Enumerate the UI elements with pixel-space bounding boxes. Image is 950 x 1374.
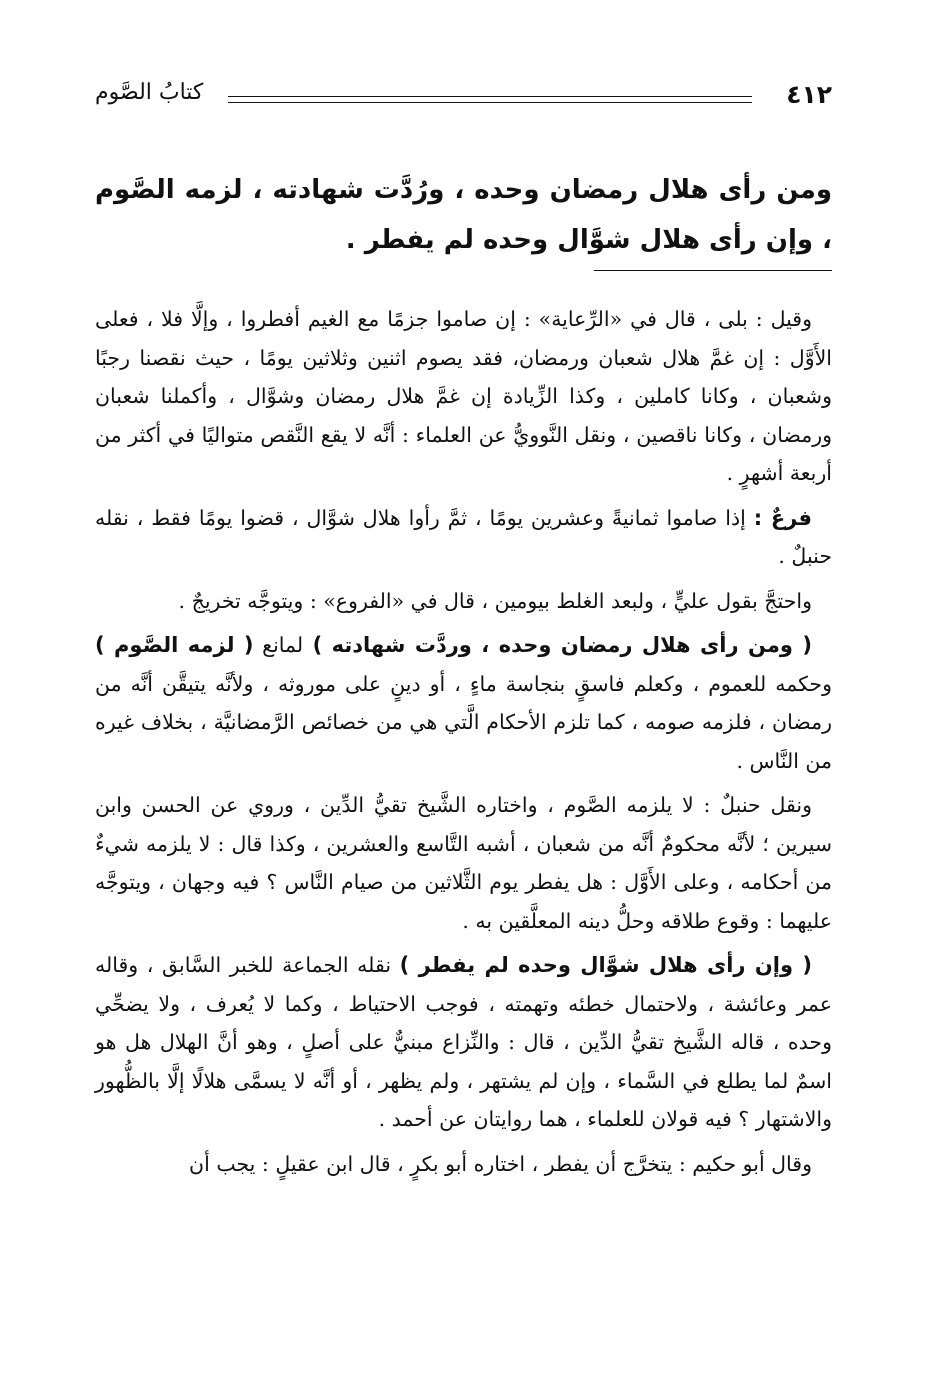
- book-title: كتابُ الصَّوم: [95, 80, 204, 105]
- commentary-paragraph: وقيل : بلى ، قال في «الرِّعاية» : إن صاموا جزمًا مع الغيم أفطروا ، وإلَّا فلا ، فعلى الأَوَّل : إن غمَّ هلال شعبان ورمضان، فقد يصوم اثنين وثلاثين يومًا ، حيث نقصنا رجبًا وشعبان ، وكانا كاملين ، وكذا الزِّيادة إن غمَّ هلال رمضان وشوَّال ، وأكملنا شعبان ورمضان ، وكانا ناقصين ، ونقل النَّوويُّ عن العلماء : أنَّه لا يقع النَّقص متواليًا في أكثر من أربعة أشهرٍ .: [95, 307, 832, 485]
- page-header: [95, 78, 832, 118]
- commentary-paragraph: [95, 946, 832, 1139]
- paragraph-text: إذا صاموا ثمانيةً وعشرين يومًا ، ثمَّ رأوا هلال شوَّال ، قضوا يومًا فقط ، نقله حنبلٌ .: [95, 505, 832, 568]
- quoted-matn: ( لزمه الصَّوم ): [95, 633, 254, 657]
- commentary-paragraph: [95, 499, 832, 576]
- commentary-paragraph: [95, 626, 832, 780]
- commentary-paragraph: واحتجَّ بقول عليٍّ ، ولبعد الغلط بيومين ، قال في «الفروع» : ويتوجَّه تخريجٌ .: [178, 588, 812, 613]
- quoted-matn: ( ومن رأى هلال رمضان وحده ، وردَّت شهادته ): [303, 633, 813, 657]
- commentary: [95, 300, 832, 1189]
- quoted-matn: ( وإن رأى هلال شوَّال وحده لم يفطر ): [399, 953, 812, 977]
- commentary-paragraph: ونقل حنبلٌ : لا يلزمه الصَّوم ، واختاره الشَّيخ تقيُّ الدِّين ، وروي عن الحسن وابن سيرين ؛ لأنَّه محكومٌ أنَّه من شعبان ، أشبه التَّاسع والعشرين ، وكذا قال : لا يلزمه شيءٌ من أحكامه ، وعلى الأَوَّل : هل يفطر يوم الثَّلاثين من صيام النَّاس ؟ فيه وجهان ، ويتوجَّه عليهما : وقوع طلاقه وحلُّ دينه المعلَّقين به .: [95, 793, 832, 933]
- paragraph-text: وحكمه للعموم ، وكعلم فاسقٍ بنجاسة ماءٍ ، أو دينٍ على موروثه ، ولأنَّه يتيقَّن أنَّه من رمضان ، فلزمه صومه ، كما تلزم الأحكام الَّتي هي من خصائص الرَّمضانيَّة ، بخلاف غيره من النَّاس .: [95, 671, 832, 773]
- commentary-paragraph: وقال أبو حكيم : يتخرَّج أن يفطر ، اختاره أبو بكرٍ ، قال ابن عقيلٍ : يجب أن: [189, 1151, 812, 1176]
- header-divider: [228, 96, 752, 103]
- main-text: ومن رأى هلال رمضان وحده ، ورُدَّت شهادته ، لزمه الصَّوم ، وإن رأى هلال شوَّال وحده لم يفطر .: [95, 175, 832, 255]
- paragraph-text: لمانع: [253, 633, 304, 657]
- matn-divider: [594, 270, 832, 271]
- far-label: فرعٌ :: [753, 505, 812, 530]
- page-number: ٤١٢: [786, 80, 832, 109]
- paragraph-text: نقله الجماعة للخبر السَّابق ، وقاله عمر وعائشة ، ولاحتمال خطئه وتهمته ، فوجب الاحتياط ، وكما لا يُعرف ، ولا يضحِّي وحده ، قاله الشَّيخ تقيُّ الدِّين ، قال : والنِّزاع مبنيٌّ على أصلٍ ، وهو أنَّ الهلال هل هو اسمٌ لما يطلع في السَّماء ، وإن لم يشتهر ، ولم يظهر ، أو أنَّه لا يسمَّى هلالًا إلَّا بالظُّهور والاشتهار ؟ فيه قولان للعلماء ، هما روايتان عن أحمد .: [95, 953, 832, 1131]
